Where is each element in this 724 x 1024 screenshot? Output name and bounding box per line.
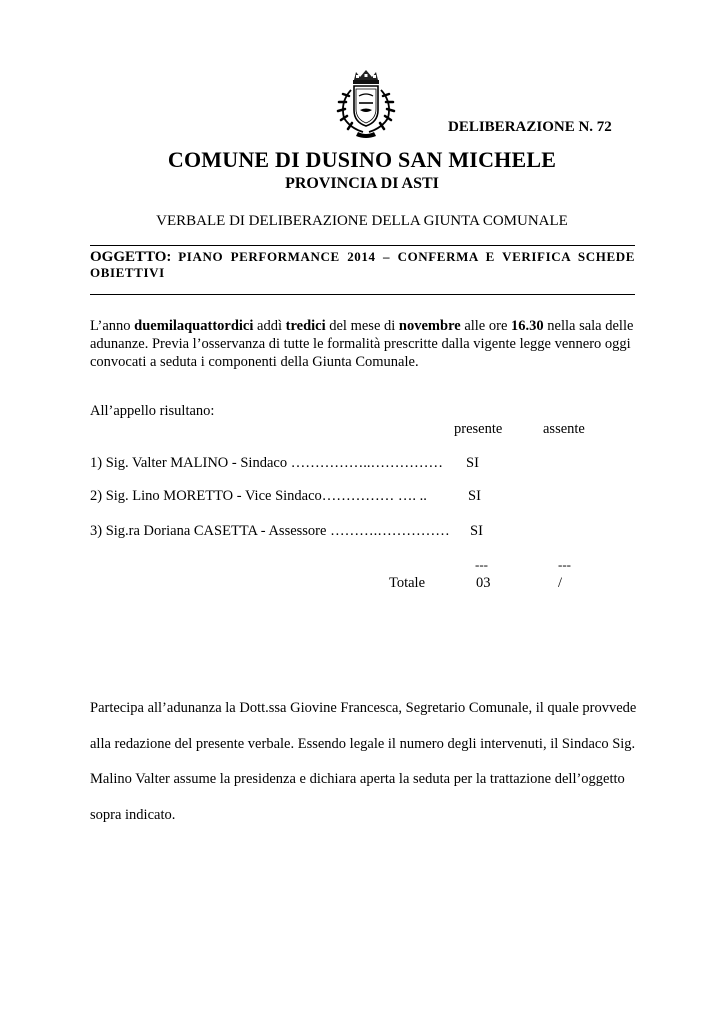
intro-text: addì: [253, 318, 286, 334]
month-text: novembre: [398, 318, 461, 334]
member-present-value: SI: [466, 455, 479, 471]
member-present-value: SI: [468, 488, 481, 504]
member-present-value: SI: [470, 523, 483, 539]
sum-line-absent: ---: [558, 557, 571, 572]
roll-call-title: All’appello risultano:: [90, 403, 215, 419]
intro-text: del mese di: [325, 318, 399, 334]
sum-line-present: ---: [475, 557, 488, 572]
municipality-name: COMUNE DI DUSINO SAN MICHELE: [167, 147, 557, 172]
day-text: tredici: [285, 318, 326, 334]
subject-label: OGGETTO:: [90, 249, 172, 265]
subject-block: [90, 249, 635, 281]
province-name: PROVINCIA DI ASTI: [285, 175, 439, 192]
closing-paragraph: Partecipa all’adunanza la Dott.ssa Giovine Francesca, Segretario Comunale, il quale provvede alla redazione del presente verbale. Essendo legale il numero degli intervenuti, il Sindaco Sig. Malino Valter assume la presidenza e dichiara aperta la seduta per la trattazione dell’oggetto sopra indicato.: [90, 700, 637, 823]
member-row: 2) Sig. Lino MORETTO - Vice Sindaco…………… …. ..: [90, 488, 427, 504]
divider: [90, 245, 635, 246]
total-present: 03: [476, 575, 491, 591]
total-absent: /: [558, 575, 563, 591]
subject-text: PIANO PERFORMANCE 2014 – CONFERMA E VERIFICA SCHEDE OBIETTIVI: [90, 249, 635, 280]
column-absent-header: assente: [543, 421, 585, 437]
year-text: duemilaquattordici: [134, 318, 254, 334]
document-type: VERBALE DI DELIBERAZIONE DELLA GIUNTA COMUNALE: [156, 213, 568, 229]
intro-text: nella sala delle adunanze. Previa l’osservanza di tutte le formalità prescritte dalla vigente legge vennero oggi convocati a seduta i componenti della Giunta Comunale.: [90, 318, 634, 370]
time-text: 16.30: [511, 318, 544, 334]
intro-text: L’anno: [90, 318, 135, 334]
intro-text: alle ore: [460, 318, 512, 334]
deliberation-number: DELIBERAZIONE N. 72: [448, 119, 612, 135]
intro-paragraph: [90, 317, 638, 371]
total-label: Totale: [389, 575, 426, 591]
member-row: 3) Sig.ra Doriana CASETTA - Assessore ……….……………: [90, 523, 450, 539]
column-present-header: presente: [454, 421, 503, 437]
member-row: 1) Sig. Valter MALINO - Sindaco ……………..……………: [90, 455, 443, 471]
divider: [90, 294, 635, 295]
coat-of-arms-icon: [330, 66, 402, 140]
